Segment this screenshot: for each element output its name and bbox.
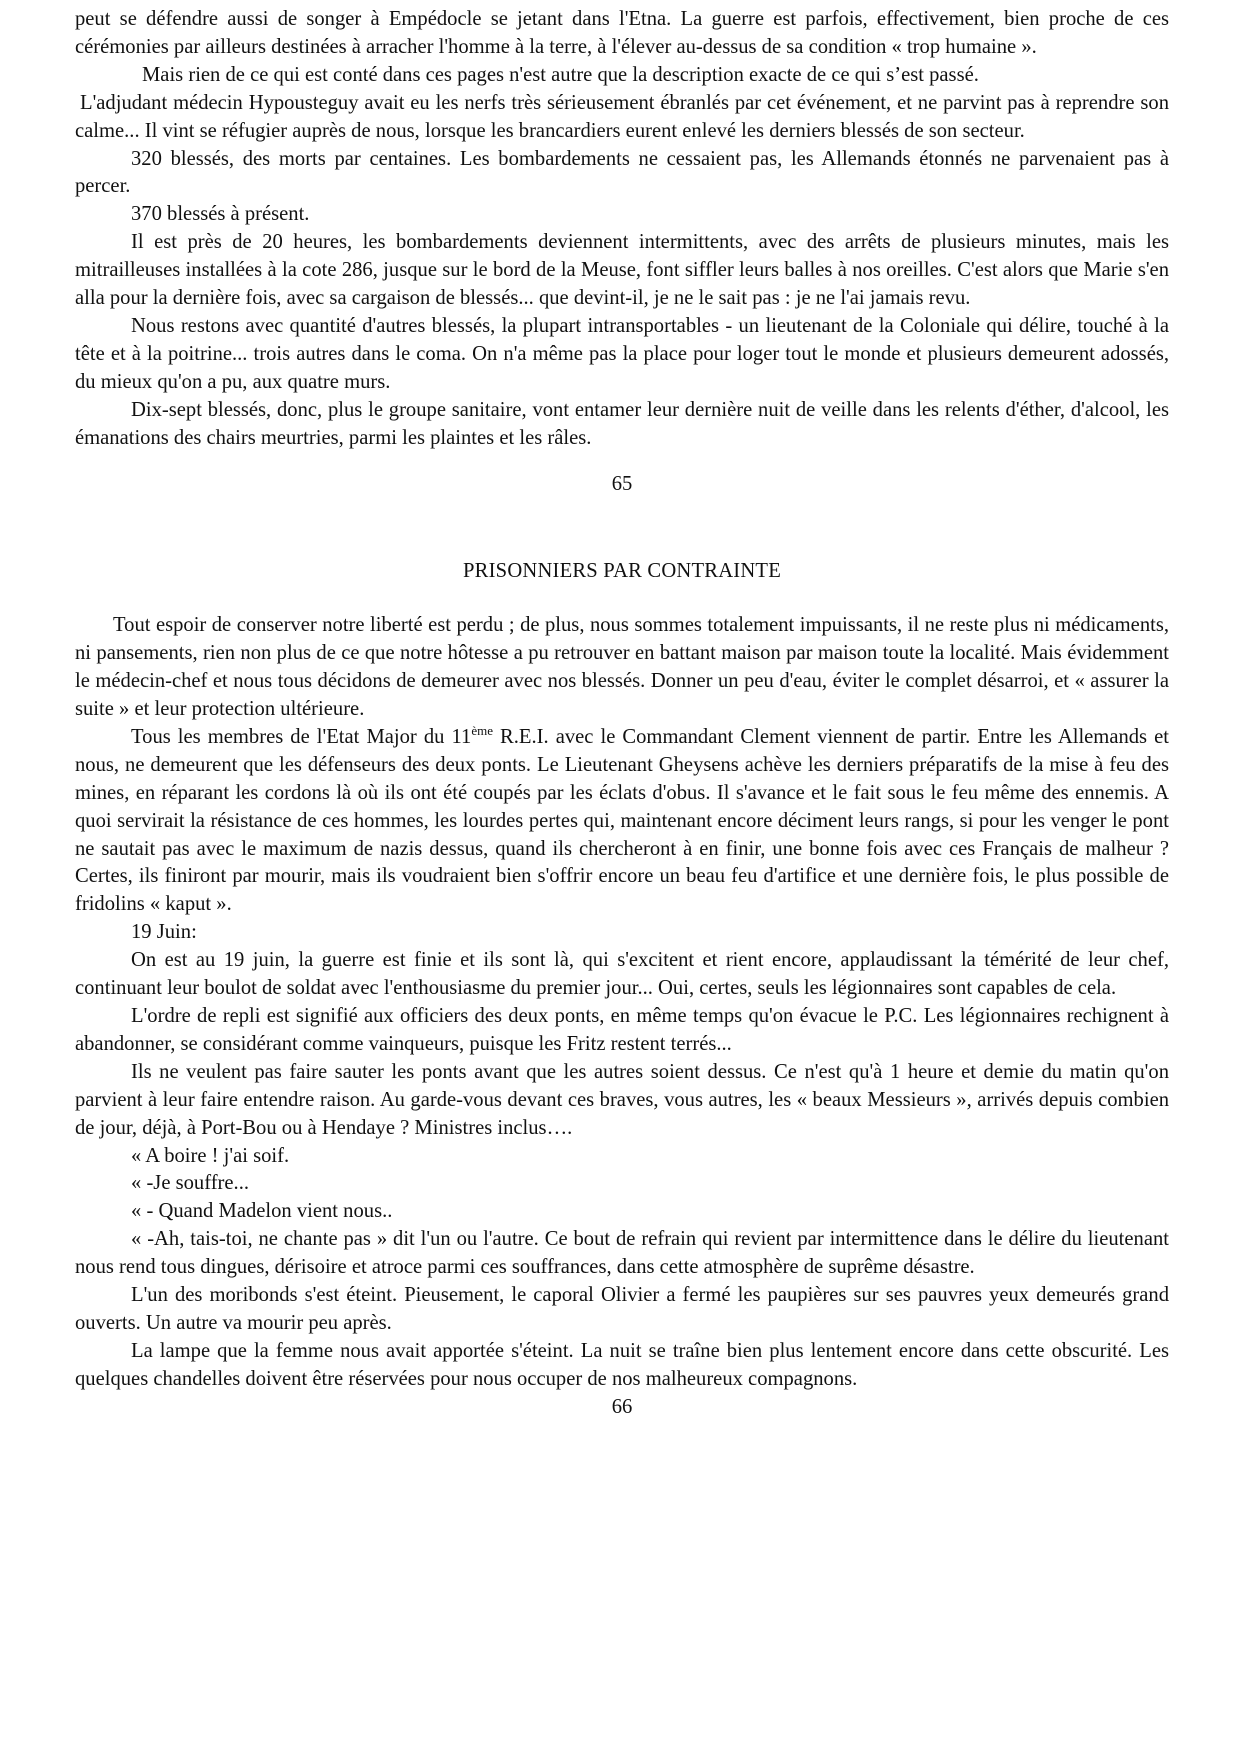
paragraph-nous-restons: Nous restons avec quantité d'autres blessés, la plupart intransportables - un lieutenant de la Coloniale qui délire, touché à la tête et à la poitrine... trois autres dans le coma. On n'a même pas la place pour loger tout le monde et plusieurs demeurent adossés, du mieux qu'on a pu, aux quatre murs. <box>75 314 1169 393</box>
paragraph-guerre-finie: On est au 19 juin, la guerre est finie et ils sont là, qui s'excitent et rient encore, applaudissant la témérité de leur chef, continuant leur boulot de soldat avec l'enthousiasme du premier jour... Oui, certes, seuls les légionnaires sont capables de cela. <box>75 949 1169 1000</box>
page-number: 65 <box>611 472 633 495</box>
paragraph-19-juin-date: 19 Juin: <box>131 921 197 944</box>
etat-major-text-after: R.E.I. avec le Commandant Clement viennent de partir. Entre les Allemands et nous, ne demeurent que les défenseurs des deux ponts. Le Lieutenant Gheysens achève les derniers préparatifs de la mise à feu des mines, en réparant les cordons là où ils ont été coupés par les éclats d'obus. Il s'avance et le fait sous le feu même des ennemis. A quoi servirait la résistance de ces hommes, les lourdes pertes qui, maintenant encore déciment leurs rangs, si pour les venger le pont ne sautait pas avec le maximum de nazis dessus, quand ils chercheront à en finir, une bonne fois avec ces Français de malheur ? Certes, ils finiront par mourir, mais ils voudraient bien s'offrir encore un beau feu d'artifice et une dernière fois, le plus possible de fridolins « kaput ». <box>75 725 1169 916</box>
paragraph-tout-espoir: Tout espoir de conserver notre liberté est perdu ; de plus, nous sommes totalement impuissants, il ne reste plus ni médicaments, ni pansements, rien non plus de ce que notre hôtesse a pu retrouver en battant maison par maison toute la localité. Mais évidemment le médecin-chef et nous tous décidons de demeurer avec nos blessés. Donner un peu d'eau, éviter le complet désarroi, et « assurer la suite » et leur protection ultérieure. <box>75 614 1169 721</box>
paragraph-etat-major <box>75 724 1169 919</box>
paragraph-dix-sept-blesses: Dix-sept blessés, donc, plus le groupe sanitaire, vont entamer leur dernière nuit de veille dans les relents d'éther, d'alcool, les émanations des chairs meurtries, parmi les plaintes et les râles. <box>75 398 1169 449</box>
etat-major-text-before: Tous les membres de l'Etat Major du 11 <box>131 725 472 748</box>
paragraph-sauter-les-ponts: Ils ne veulent pas faire sauter les ponts avant que les autres soient dessus. Ce n'est qu'à 1 heure et demie du matin qu'on parvient à leur faire entendre raison. Au garde-vous devant ces braves, vous autres, les « beaux Messieurs », arrivés depuis combien de jour, déjà, à Port-Bou ou à Hendaye ? Ministres inclus…. <box>75 1060 1169 1139</box>
paragraph-la-lampe: La lampe que la femme nous avait apportée s'éteint. La nuit se traîne bien plus lentement encore dans cette obscurité. Les quelques chandelles doivent être réservées pour nous occuper de nos malheureux compagnons. <box>75 1339 1169 1390</box>
paragraph-370-blesses: 370 blessés à présent. <box>131 203 310 226</box>
document-page <box>75 6 1169 1422</box>
etat-major-superscript: ème <box>471 722 493 738</box>
page-number: 66 <box>611 1395 633 1418</box>
paragraph-20-heures: Il est près de 20 heures, les bombardements deviennent intermittents, avec des arrêts de plusieurs minutes, mais les mitrailleuses installées à la cote 286, jusque sur le bord de la Meuse, font siffler leurs balles à nos oreilles. C'est alors que Marie s'en alla pour la dernière fois, avec sa cargaison de blessés... que devint-il, je ne le sait pas : je ne l'ai jamais revu. <box>75 231 1169 310</box>
paragraph-empedocle: peut se défendre aussi de songer à Empédocle se jetant dans l'Etna. La guerre est parfois, effectivement, bien proche de ces cérémonies par ailleurs destinées à arracher l'homme à la terre, à l'élever au-dessus de sa condition « trop humaine ». <box>75 8 1169 58</box>
paragraph-a-boire: « A boire ! j'ai soif. <box>131 1144 290 1167</box>
paragraph-je-souffre: « -Je souffre... <box>131 1172 250 1195</box>
paragraph-description-exacte: Mais rien de ce qui est conté dans ces pages n'est autre que la description exacte de ce qui s’est passé. <box>142 63 979 86</box>
paragraph-madelon: « - Quand Madelon vient nous.. <box>131 1200 393 1223</box>
paragraph-tais-toi: « -Ah, tais-toi, ne chante pas » dit l'un ou l'autre. Ce bout de refrain qui revient par intermittence dans le délire du lieutenant nous rend tous dingues, dérisoire et atroce parmi ces souffrances, dans cette atmosphère de suprême désastre. <box>75 1228 1169 1279</box>
chapter-title: PRISONNIERS PAR CONTRAINTE <box>463 560 781 583</box>
paragraph-hypousteguy: L'adjudant médecin Hypousteguy avait eu les nerfs très sérieusement ébranlés par cet événement, et ne parvint pas à reprendre son calme... Il vint se réfugier auprès de nous, lorsque les brancardiers eurent enlevé les derniers blessés de son secteur. <box>75 91 1169 142</box>
paragraph-ordre-de-repli: L'ordre de repli est signifié aux officiers des deux ponts, en même temps qu'on évacue le P.C. Les légionnaires rechignent à abandonner, se considérant comme vainqueurs, puisque les Fritz restent terrés... <box>75 1005 1169 1055</box>
paragraph-320-blesses: 320 blessés, des morts par centaines. Les bombardements ne cessaient pas, les Allemands étonnés ne parvenaient pas à percer. <box>75 147 1169 198</box>
paragraph-moribonds: L'un des moribonds s'est éteint. Pieusement, le caporal Olivier a fermé les paupières sur ses pauvres yeux demeurés grand ouverts. Un autre va mourir peu après. <box>75 1284 1169 1334</box>
